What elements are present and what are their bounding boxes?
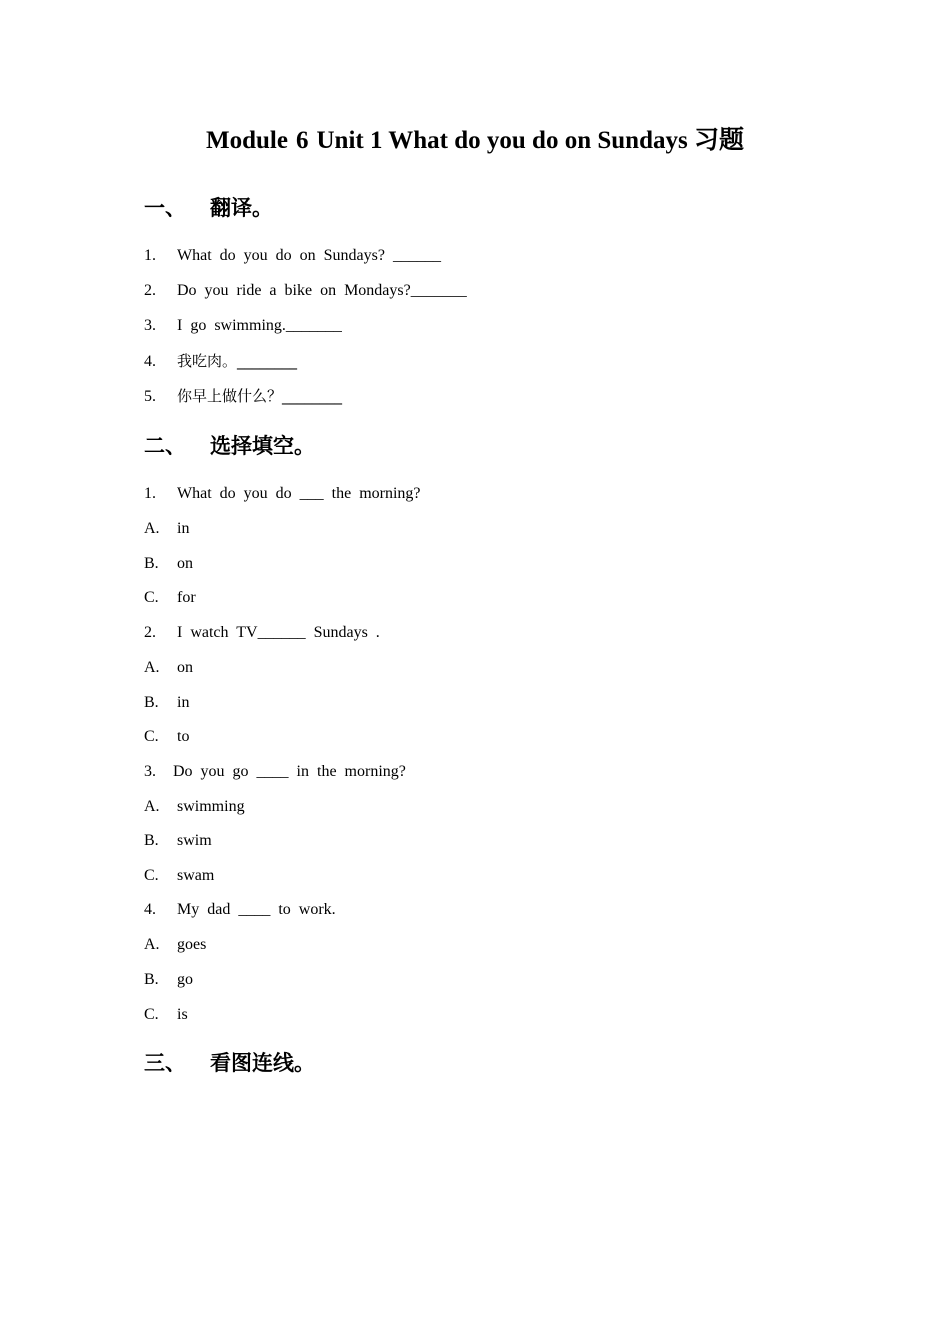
question-text: My dad ____ to work.: [177, 901, 336, 918]
item-number: 5.: [144, 388, 156, 405]
answer-option: [144, 692, 189, 714]
option-text: swimming: [177, 798, 245, 815]
option-letter: A.: [144, 936, 160, 953]
option-letter: C.: [144, 728, 159, 745]
option-letter: A.: [144, 659, 160, 676]
answer-option: [144, 969, 193, 991]
item-text: I go swimming._______: [177, 317, 342, 334]
item-number: 1.: [144, 247, 156, 264]
section-number: 二、: [144, 434, 186, 458]
translation-item: [144, 245, 441, 267]
option-text: to: [177, 728, 190, 745]
option-letter: A.: [144, 798, 160, 815]
answer-option: [144, 518, 189, 540]
option-text: is: [177, 1006, 188, 1023]
translation-item: [144, 315, 342, 337]
answer-option: [144, 553, 193, 575]
answer-option: [144, 796, 245, 818]
option-letter: C.: [144, 589, 159, 606]
item-number: 3.: [144, 317, 156, 334]
question-text: What do you do ___ the morning?: [177, 485, 421, 502]
answer-option: [144, 1004, 188, 1026]
question-number: 1.: [144, 485, 156, 502]
option-letter: B.: [144, 694, 159, 711]
question-text: Do you go ____ in the morning?: [173, 763, 406, 780]
question-number: 4.: [144, 901, 156, 918]
translation-item: [144, 385, 342, 408]
item-text: 我吃肉。________: [177, 352, 298, 370]
option-text: in: [177, 694, 190, 711]
section-heading-multiple-choice: [144, 432, 315, 460]
question: [144, 483, 421, 505]
page-title: [0, 124, 950, 158]
answer-option: [144, 865, 214, 887]
title-module: Module: [206, 127, 288, 154]
item-number: 2.: [144, 282, 156, 299]
section-number: 三、: [144, 1051, 186, 1075]
title-unit: Unit 1 What do you do on Sundays 习题: [316, 127, 744, 154]
translation-item: [144, 350, 297, 373]
answer-option: [144, 830, 212, 852]
question: [144, 622, 380, 644]
option-text: goes: [177, 936, 207, 953]
option-text: on: [177, 555, 193, 572]
question-text: I watch TV______ Sundays .: [177, 624, 380, 641]
item-text: Do you ride a bike on Mondays?_______: [177, 282, 467, 299]
option-text: swim: [177, 832, 212, 849]
section-number: 一、: [144, 196, 186, 220]
option-text: in: [177, 520, 190, 537]
item-text: What do you do on Sundays? ______: [177, 247, 441, 264]
question-number: 3.: [144, 763, 156, 780]
option-letter: B.: [144, 832, 159, 849]
option-text: swam: [177, 867, 215, 884]
answer-option: [144, 587, 196, 609]
section-title: 翻译。: [210, 196, 273, 220]
option-letter: C.: [144, 1006, 159, 1023]
section-heading-translation: [144, 194, 273, 222]
section-heading-matching: [144, 1049, 315, 1077]
translation-item: [144, 280, 467, 302]
section-title: 选择填空。: [210, 434, 315, 458]
option-letter: B.: [144, 971, 159, 988]
option-letter: A.: [144, 520, 160, 537]
option-letter: B.: [144, 555, 159, 572]
title-module-number: 6: [295, 127, 309, 154]
option-text: for: [177, 589, 196, 606]
option-text: on: [177, 659, 193, 676]
option-letter: C.: [144, 867, 159, 884]
item-number: 4.: [144, 353, 156, 370]
section-title: 看图连线。: [210, 1051, 315, 1075]
question: [144, 761, 406, 783]
question-number: 2.: [144, 624, 156, 641]
option-text: go: [177, 971, 193, 988]
answer-option: [144, 934, 206, 956]
answer-option: [144, 657, 193, 679]
item-text: 你早上做什么？________: [177, 387, 343, 405]
answer-option: [144, 726, 189, 748]
question: [144, 899, 336, 921]
